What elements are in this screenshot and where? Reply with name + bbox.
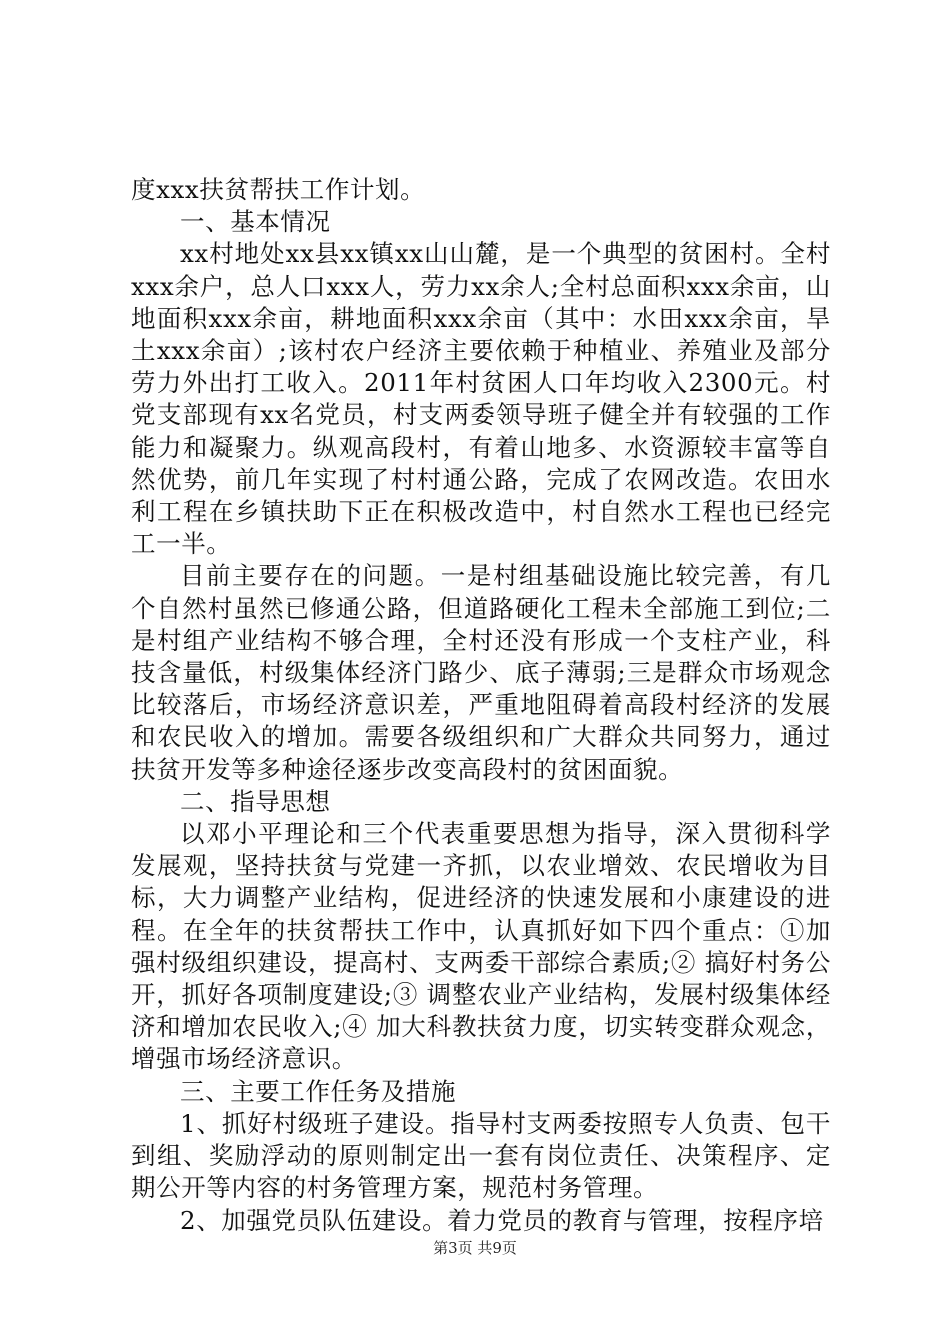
section-heading-basic-situation: 一、基本情况 [180, 207, 331, 237]
paragraph-village-overview: xx村地处xx县xx镇xx山山麓，是一个典型的贫困村。全村xxx余户，总人口xxx人，劳力xx余人;全村总面积xxx余亩，山地面积xxx余亩，耕地面积xxx余亩（其中：水田xxx余亩，旱土xxx余亩）;该村农户经济主要依赖于种植业、养殖业及部分劳力外出打工收入。2011年村贫困人口年均收入2300元。村党支部现有xx名党员，村支两委领导班子健全并有较强的工作能力和凝聚力。纵观高段村，有着山地多、水资源较丰富等自然优势，前几年实现了村村通公路，完成了农网改造。农田水利工程在乡镇扶助下正在积极改造中，村自然水工程也已经完工一半。 [131, 239, 831, 559]
paragraph-guiding-ideology: 以邓小平理论和三个代表重要思想为指导，深入贯彻科学发展观，坚持扶贫与党建一齐抓，以农业增效、农民增收为目标，大力调整产业结构，促进经济的快速发展和小康建设的进程。在全年的扶贫帮扶工作中，认真抓好如下四个重点：①加强村级组织建设，提高村、支两委干部综合素质;② 搞好村务公开，抓好各项制度建设;③ 调整农业产业结构，发展村级集体经济和增加农民收入;④ 加大科教扶贫力度，切实转变群众观念，增强市场经济意识。 [131, 819, 831, 1074]
section-heading-guiding-ideology: 二、指导思想 [180, 786, 331, 816]
paragraph-current-problems: 目前主要存在的问题。一是村组基础设施比较完善，有几个自然村虽然已修通公路，但道路硬化工程未全部施工到位;二是村组产业结构不够合理，全村还没有形成一个支柱产业，科技含量低，村级集体经济门路少、底子薄弱;三是群众市场观念比较落后，市场经济意识差，严重地阻碍着高段村经济的发展和农民收入的增加。需要各级组织和广大群众共同努力，通过扶贫开发等多种途径逐步改变高段村的贫困面貌。 [131, 561, 831, 784]
section-heading-main-tasks: 三、主要工作任务及措施 [180, 1076, 457, 1106]
page-number-footer: 第3页 共9页 [433, 1239, 517, 1257]
document-body [131, 174, 831, 1237]
paragraph-continuation: 度xxx扶贫帮扶工作计划。 [131, 175, 426, 204]
paragraph-task-2: 2、加强党员队伍建设。着力党员的教育与管理，按程序培 [180, 1205, 824, 1235]
paragraph-task-1: 1、抓好村级班子建设。指导村支两委按照专人负责、包干到组、奖励浮动的原则制定出一套有岗位责任、决策程序、定期公开等内容的村务管理方案，规范村务管理。 [131, 1108, 831, 1203]
